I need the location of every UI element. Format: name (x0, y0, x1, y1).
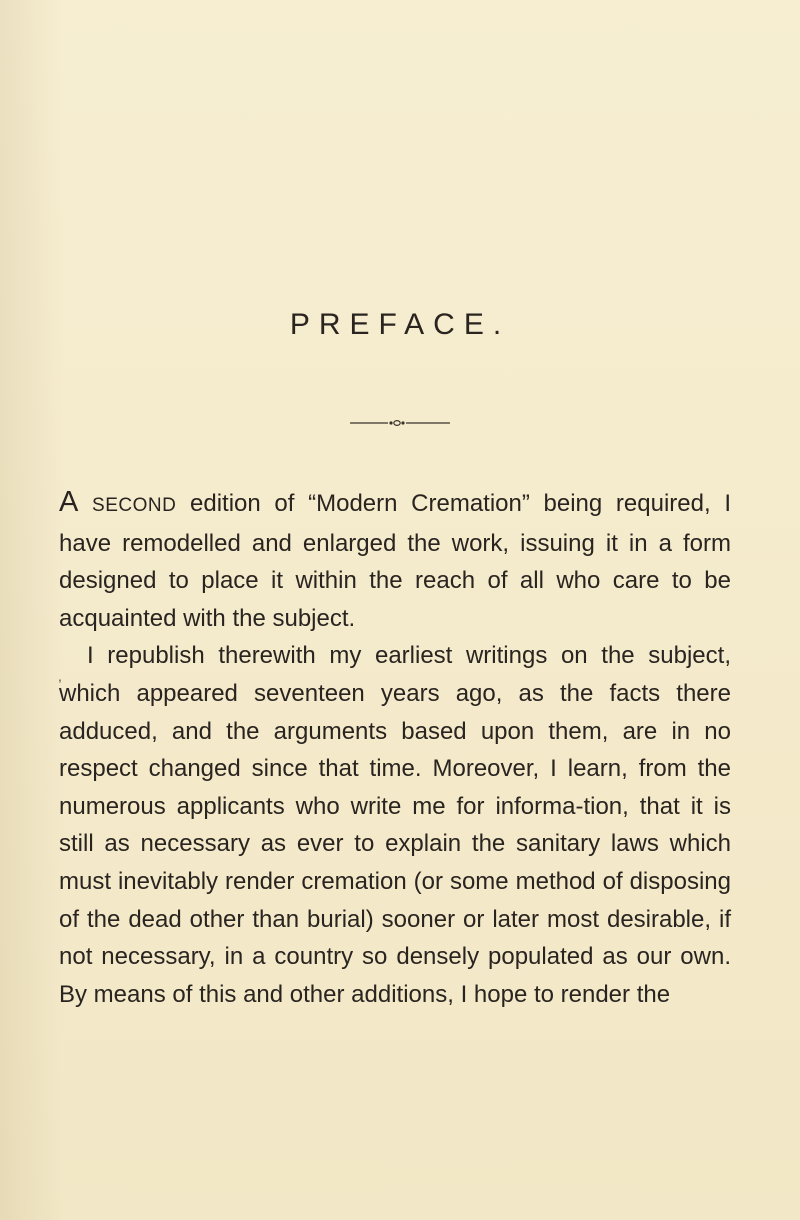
ornamental-rule-icon (350, 418, 450, 428)
stray-comma-mark: , (58, 668, 62, 684)
paragraph-2: I republish therewith my earliest writings on the subject, which appeared seventeen years ago, as the facts there adduced, and the arguments based upon them, are in no respect changed since that time. Moreover, I learn, from the numerous applicants who write me for informa-tion, that it is still as necessary as ever to explain the sanitary laws which must inevitably render cremation (or some method of disposing of the dead other than burial) sooner or later most desirable, if not necessary, in a country so densely populated as our own. By means of this and other additions, I hope to render the (59, 642, 731, 1008)
smallcaps-lead: SECOND (92, 495, 177, 516)
page-title: PREFACE. (289, 308, 511, 341)
drop-letter: A (59, 486, 79, 518)
preface-body (59, 484, 731, 1013)
paragraph-1-text: edition of “Modern Cremation” being required, I have remodelled and enlarged the work, issuing it in a form designed to place it within the reach of all who care to be acquainted with the subject. (59, 490, 732, 632)
paragraph-1 (59, 484, 731, 637)
